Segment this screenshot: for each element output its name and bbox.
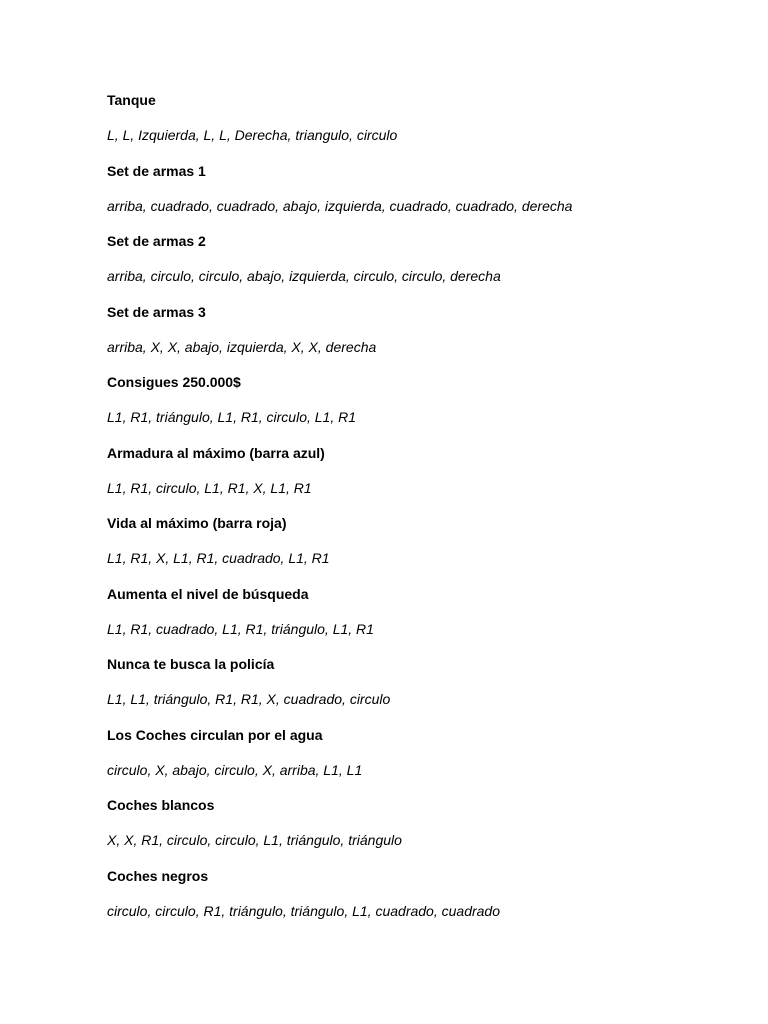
cheat-title: Los Coches circulan por el agua — [107, 726, 323, 743]
cheat-combo: L1, R1, cuadrado, L1, R1, triángulo, L1, R1 — [107, 620, 374, 637]
cheat-title: Nunca te busca la policía — [107, 656, 275, 672]
cheat-list — [107, 90, 747, 936]
cheat-entry — [107, 443, 747, 514]
cheat-combo: arriba, circulo, circulo, abajo, izquierda, circulo, circulo, derecha — [107, 268, 501, 284]
cheat-title: Set de armas 3 — [107, 303, 206, 320]
cheat-title: Tanque — [107, 92, 156, 108]
cheat-title: Aumenta el nivel de búsqueda — [107, 585, 309, 602]
cheat-title: Set de armas 2 — [107, 233, 206, 249]
cheat-combo: L, L, Izquierda, L, L, Derecha, triangulo, circulo — [107, 127, 398, 143]
cheat-combo: L1, L1, triángulo, R1, R1, X, cuadrado, circulo — [107, 691, 391, 707]
cheat-title: Armadura al máximo (barra azul) — [107, 444, 325, 461]
cheat-combo: X, X, R1, circulo, circulo, L1, triángulo, triángulo — [107, 832, 402, 848]
cheat-title: Set de armas 1 — [107, 162, 206, 179]
cheat-combo: L1, R1, triángulo, L1, R1, circulo, L1, R1 — [107, 409, 357, 425]
cheat-title: Coches blancos — [107, 797, 215, 813]
cheat-entry — [107, 795, 747, 866]
cheat-entry — [107, 584, 747, 655]
cheat-title: Vida al máximo (barra roja) — [107, 515, 287, 531]
cheat-entry — [107, 231, 747, 302]
cheat-entry — [107, 90, 747, 161]
cheat-entry — [107, 513, 747, 584]
cheat-entry — [107, 725, 747, 796]
cheat-combo: arriba, X, X, abajo, izquierda, X, X, derecha — [107, 338, 377, 355]
cheat-entry — [107, 372, 747, 443]
cheat-combo: arriba, cuadrado, cuadrado, abajo, izquierda, cuadrado, cuadrado, derecha — [107, 197, 573, 214]
cheat-title: Coches negros — [107, 867, 209, 884]
cheat-combo: L1, R1, X, L1, R1, cuadrado, L1, R1 — [107, 550, 330, 566]
cheat-title: Consigues 250.000$ — [107, 374, 241, 390]
cheat-combo: L1, R1, circulo, L1, R1, X, L1, R1 — [107, 479, 312, 496]
cheat-entry — [107, 654, 747, 725]
cheat-combo: circulo, circulo, R1, triángulo, triángulo, L1, cuadrado, cuadrado — [107, 902, 500, 919]
cheat-entry — [107, 161, 747, 232]
cheat-combo: circulo, X, abajo, circulo, X, arriba, L1, L1 — [107, 761, 363, 778]
cheat-entry — [107, 302, 747, 373]
cheat-entry — [107, 866, 747, 937]
